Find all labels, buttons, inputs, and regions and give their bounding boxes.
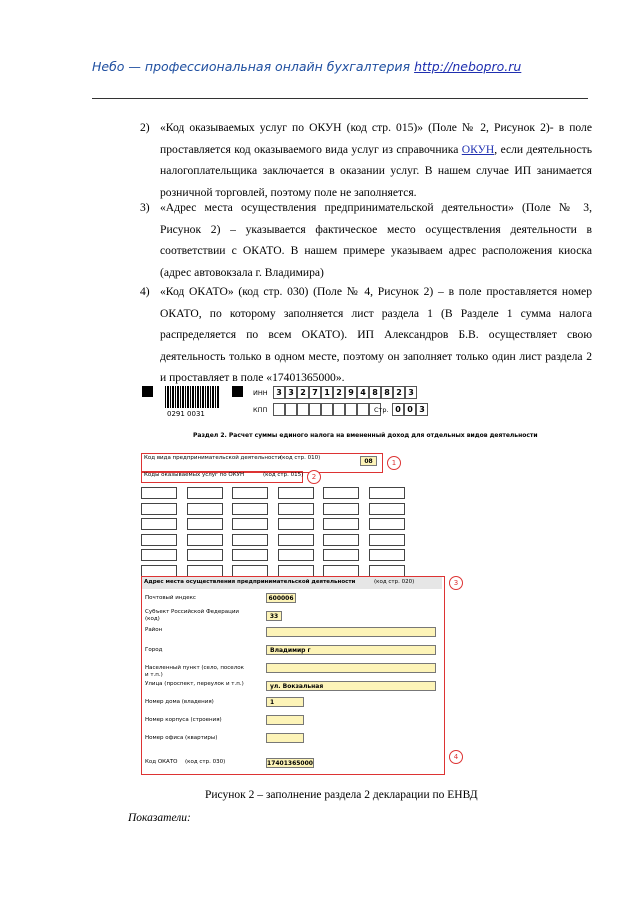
item-text: «Код оказываемых услуг по ОКУН (код стр. 015)» (Поле № 2, Рисунок 2)- в поле проставляется код оказываемого вида услуг из справочника ОКУН, если деятельность налогоплательщика заключается в оказании услуг. В нашем случае ИП занимается розничной торговлей, поэтому поле не заполняется. xyxy=(160,121,593,199)
kpp-digit-cell xyxy=(357,403,369,416)
barcode xyxy=(165,386,220,408)
header-divider xyxy=(92,98,588,99)
inn-digit-cell: 4 xyxy=(357,386,369,399)
okun-code-cell xyxy=(369,534,405,546)
inn-digit-cell: 2 xyxy=(333,386,345,399)
okun-code-cell xyxy=(141,565,177,577)
okun-code-cell xyxy=(369,565,405,577)
address-line: (код стр. 020) xyxy=(374,579,415,585)
okun-code-cell xyxy=(141,534,177,546)
figure-caption: Рисунок 2 – заполнение раздела 2 декларации по ЕНВД xyxy=(205,789,478,801)
kpp-digit-cell xyxy=(321,403,333,416)
building-label: Номер корпуса (строения) xyxy=(145,717,222,723)
okun-code-cell xyxy=(323,534,359,546)
list-item xyxy=(140,117,592,203)
header-link[interactable]: http://nebopro.ru xyxy=(414,59,522,74)
okun-code-cell xyxy=(232,487,268,499)
marker-3: 3 xyxy=(449,576,463,590)
list-item xyxy=(140,197,592,283)
kpp-digit-cell xyxy=(309,403,321,416)
marker-1: 1 xyxy=(387,456,401,470)
item-number: 3) xyxy=(140,201,150,214)
page-digit-cell: 0 xyxy=(392,403,404,416)
okun-code-cell xyxy=(141,549,177,561)
address-title: Адрес места осуществления предпринимательской деятельности xyxy=(144,579,356,585)
okun-code-cell xyxy=(141,487,177,499)
postal-value: 600006 xyxy=(266,593,296,603)
okun-code-cell xyxy=(369,518,405,530)
inn-digit-cell: 7 xyxy=(309,386,321,399)
okun-code-cell xyxy=(278,565,314,577)
form-figure xyxy=(135,383,538,773)
settlement-field xyxy=(266,663,436,673)
okun-code-cell xyxy=(187,503,223,515)
okun-code-cell xyxy=(141,503,177,515)
street-field: ул. Вокзальная xyxy=(266,681,436,691)
section-title: Раздел 2. Расчет суммы единого налога на вмененный доход для отдельных видов деятельности xyxy=(193,432,538,439)
page-digit-cell: 0 xyxy=(404,403,416,416)
okun-code-cell xyxy=(232,565,268,577)
registration-mark xyxy=(232,386,243,397)
okun-code-cell xyxy=(369,487,405,499)
okato-line: (код стр. 030) xyxy=(185,759,226,765)
okun-code-cell xyxy=(278,487,314,499)
page-label: Стр. xyxy=(374,406,389,414)
okun-code-cell xyxy=(323,487,359,499)
page-digit-cell: 3 xyxy=(416,403,428,416)
district-field xyxy=(266,627,436,637)
okun-code-cell xyxy=(278,518,314,530)
kpp-label: КПП xyxy=(253,406,268,414)
city-field: Владимир г xyxy=(266,645,436,655)
okun-code-cell xyxy=(187,565,223,577)
okun-code-cell xyxy=(323,518,359,530)
kpp-digit-cell xyxy=(297,403,309,416)
item-text: «Код ОКАТО» (код стр. 030) (Поле № 4, Рисунок 2) – в поле проставляется номер ОКАТО, по которому заполняется лист раздела 1 (В Разделе 1 сумма налога распределяется по всем ОКАТО). ИП Александров Б.В. осуществляет свою деятельность только в одном месте, поэтому он заполняет только один лист раздела 2 и проставляет в поле «17401365000». xyxy=(160,285,592,384)
okun-label: Коды оказываемых услуг по ОКУН xyxy=(144,472,245,478)
inn-label: ИНН xyxy=(253,389,268,397)
item-number: 2) xyxy=(140,121,150,134)
okun-code-cell xyxy=(232,503,268,515)
postal-label: Почтовый индекс xyxy=(145,595,196,601)
okun-code-cell xyxy=(369,549,405,561)
house-label: Номер дома (владения) xyxy=(145,699,214,705)
inn-digit-cell: 3 xyxy=(285,386,297,399)
okun-code-cell xyxy=(232,518,268,530)
marker-2: 2 xyxy=(307,470,321,484)
okun-link[interactable]: ОКУН xyxy=(461,142,495,156)
okato-label: Код ОКАТО xyxy=(145,759,178,765)
header-text: Небо — профессиональная онлайн бухгалтерия xyxy=(92,59,411,74)
city-label: Город xyxy=(145,647,163,653)
kpp-digit-cell xyxy=(273,403,285,416)
okun-code-cell xyxy=(369,503,405,515)
okun-code-cell xyxy=(323,549,359,561)
kpp-digit-cell xyxy=(285,403,297,416)
activity-code-label: Код вида предпринимательской деятельности xyxy=(144,455,282,461)
okun-code-cell xyxy=(187,549,223,561)
kpp-digit-cell xyxy=(333,403,345,416)
street-label: Улица (проспект, переулок и т.п.) xyxy=(145,681,244,687)
okato-value: 17401365000 xyxy=(267,760,313,767)
district-label: Район xyxy=(145,627,163,633)
inn-digit-cell: 8 xyxy=(369,386,381,399)
registration-mark xyxy=(142,386,153,397)
inn-digit-cell: 9 xyxy=(345,386,357,399)
okun-code-cell xyxy=(278,534,314,546)
inn-digit-cell: 2 xyxy=(393,386,405,399)
okun-code-cell xyxy=(278,503,314,515)
okun-code-cell xyxy=(187,534,223,546)
okun-code-cell xyxy=(141,518,177,530)
activity-code-line: (код стр. 010) xyxy=(280,455,321,461)
okun-code-cell xyxy=(187,487,223,499)
office-field xyxy=(266,733,304,743)
building-field xyxy=(266,715,304,725)
okun-line: (код стр. 015) xyxy=(263,472,304,478)
footer-label: Показатели: xyxy=(128,812,191,824)
house-field: 1 xyxy=(266,697,304,707)
page-header xyxy=(92,59,521,74)
inn-digit-cell: 1 xyxy=(321,386,333,399)
office-label: Номер офиса (квартиры) xyxy=(145,735,218,741)
item-text: «Адрес места осуществления предпринимательской деятельности» (Поле № 3, Рисунок 2) – указывается фактическое место осуществления деятельности в соответствии с ОКАТО. В нашем примере указываем адрес расположения киоска (адрес автовокзала г. Владимира) xyxy=(160,201,592,279)
okun-code-cell xyxy=(232,534,268,546)
okun-code-cell xyxy=(278,549,314,561)
region-value: 33 xyxy=(266,611,282,621)
region-label: Субъект Российской Федерации (код) xyxy=(145,609,240,622)
list-item xyxy=(140,281,592,389)
barcode-number: 0291 0031 xyxy=(167,410,205,418)
marker-4: 4 xyxy=(449,750,463,764)
inn-digit-cell: 3 xyxy=(405,386,417,399)
activity-code-value: 08 xyxy=(360,456,377,466)
kpp-digit-cell xyxy=(345,403,357,416)
inn-digit-cell: 2 xyxy=(297,386,309,399)
okun-code-cell xyxy=(323,503,359,515)
okun-code-cell xyxy=(232,549,268,561)
inn-digit-cell: 3 xyxy=(273,386,285,399)
settlement-label: Населенный пункт (село, поселок и т.п.) xyxy=(145,665,244,678)
okun-code-cell xyxy=(323,565,359,577)
okun-code-cell xyxy=(187,518,223,530)
item-number: 4) xyxy=(140,285,150,298)
inn-digit-cell: 8 xyxy=(381,386,393,399)
